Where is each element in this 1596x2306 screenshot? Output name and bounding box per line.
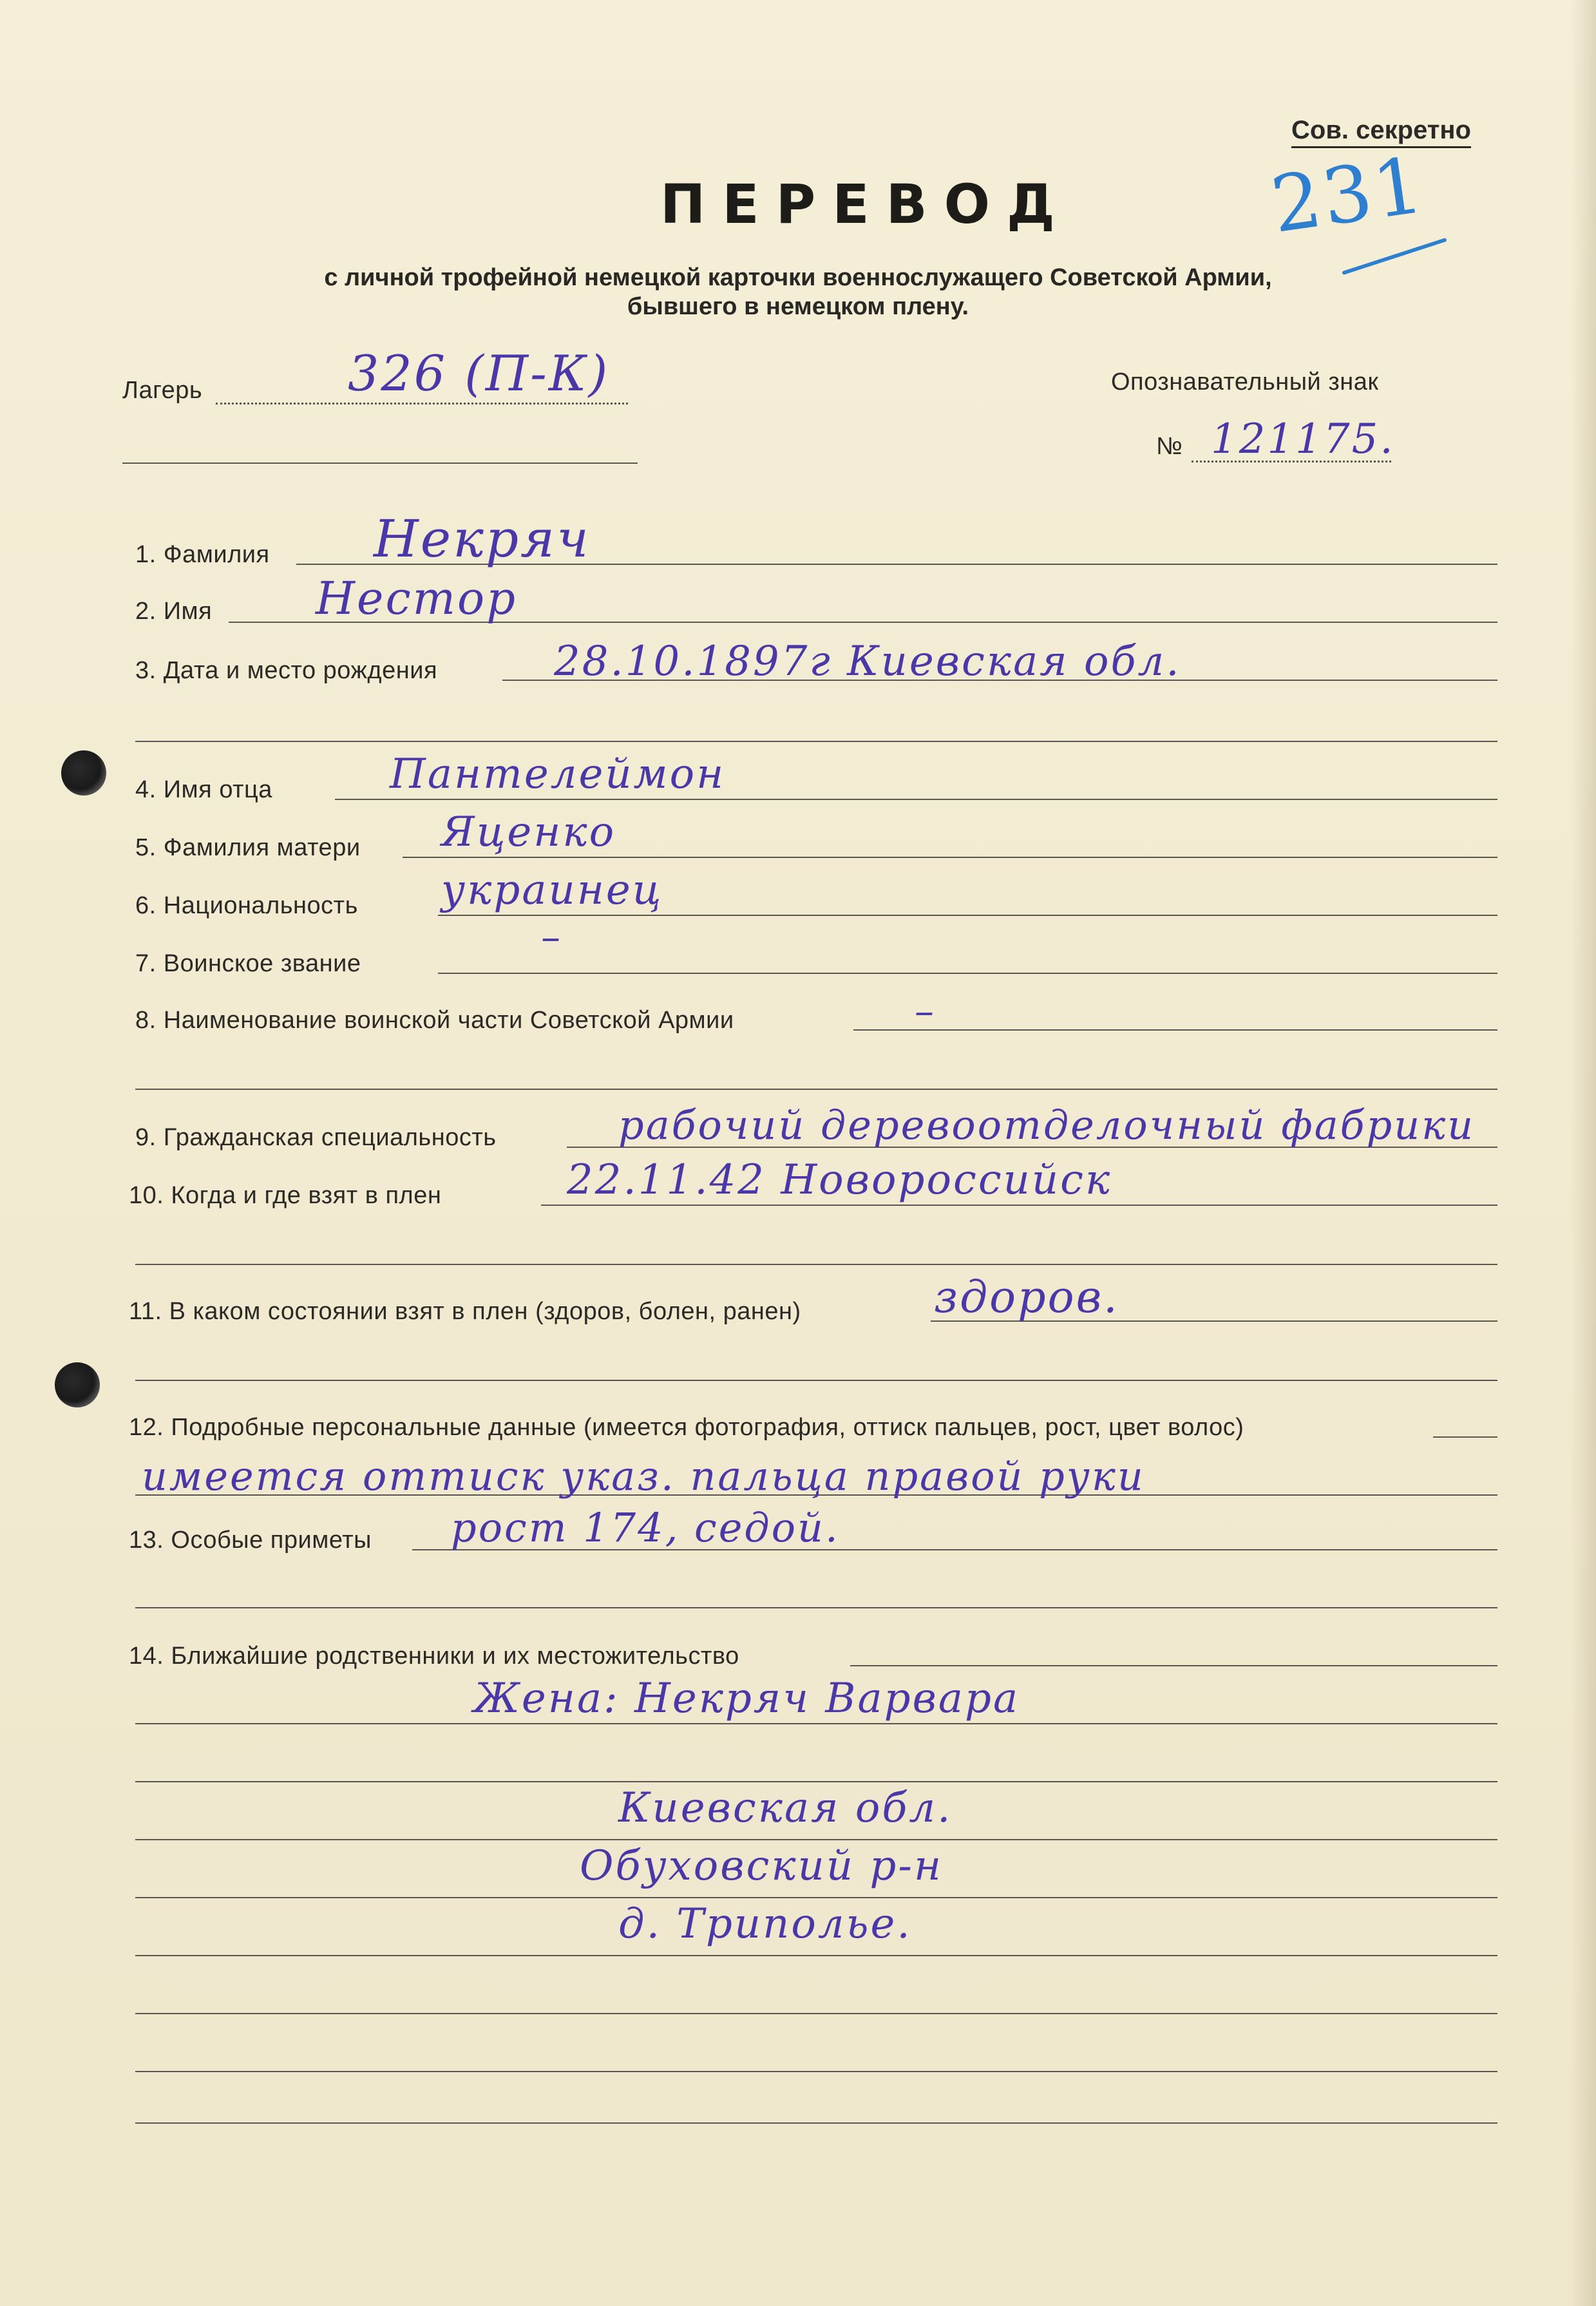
id-mark-label: Опознавательный знак [1111,368,1379,395]
camp-label: Лагерь [122,377,203,404]
document-subtitle-line2: бывшего в немецком плену. [627,293,969,320]
field-5-label: 5. Фамилия матери [135,834,361,861]
field-12-label: 12. Подробные персональные данные (имеется фотография, оттиск пальцев, рост, цвет волос) [129,1414,1244,1441]
field-10-line-2 [135,1264,1497,1265]
field-11-label: 11. В каком состоянии взят в плен (здоров, болен, ранен) [129,1298,801,1325]
document-title: ПЕРЕВОД [660,173,1072,236]
field-6-value: украинец [441,866,663,914]
field-11-line-2 [135,1380,1497,1381]
handwritten-archive-number: 231 [1266,140,1430,251]
field-14-line-9 [135,2122,1497,2124]
field-13-label: 13. Особые приметы [129,1527,372,1554]
id-number-value: 121175. [1211,415,1395,463]
classification-label: Сов. секретно [1291,116,1471,148]
camp-second-line [122,462,638,464]
field-14-relative: Жена: Некряч Варвара [473,1675,1020,1722]
field-3-line-2 [135,741,1497,742]
field-12-line [1433,1436,1497,1438]
field-14-address-village: д. Трипольe. [618,1900,912,1948]
paper-edge-shadow [1570,0,1596,2306]
field-13-line-2 [135,1607,1497,1608]
field-4-value: Пантелеймон [390,750,726,798]
field-4-label: 4. Имя отца [135,776,272,803]
field-3-value: 28.10.1897г Киевская обл. [554,638,1181,685]
field-8-line-2 [135,1089,1497,1090]
field-5-value: Яценко [441,808,616,856]
field-1-value: Некряч [374,509,591,569]
field-11-value: здоров. [934,1272,1119,1323]
document-subtitle-line1: с личной трофейной немецкой карточки военнослужащего Советской Армии, [324,264,1272,291]
field-13-value: рост 174, седой. [451,1504,840,1551]
field-6-line [438,915,1497,916]
field-9-label: 9. Гражданская специальность [135,1124,497,1151]
field-7-line [438,973,1497,974]
field-14-line-2 [135,1723,1497,1724]
id-number-prefix: № [1156,433,1183,460]
field-5-line [403,857,1497,858]
field-1-label: 1. Фамилия [135,541,270,568]
field-14-address-district: Обуховский р-н [580,1842,944,1890]
field-14-line-5 [135,1897,1497,1898]
field-6-dash: – [541,915,562,960]
field-8-line [853,1029,1497,1031]
field-10-line [541,1205,1497,1206]
field-10-label: 10. Когда и где взят в плен [129,1182,442,1209]
field-14-address-region: Киевская обл. [618,1784,953,1832]
punch-hole-top [61,750,106,796]
field-8-value: – [915,989,936,1034]
field-14-line [850,1665,1497,1666]
field-14-line-6 [135,1955,1497,1956]
field-2-label: 2. Имя [135,598,213,625]
punch-hole-bottom [55,1362,100,1407]
field-10-value: 22.11.42 Новороссийск [567,1156,1112,1204]
field-3-label: 3. Дата и место рождения [135,657,438,684]
field-14-line-3 [135,1781,1497,1782]
field-6-label: 6. Национальность [135,892,358,919]
field-12-value: имеется оттиск указ. пальца правой руки [142,1453,1145,1500]
field-14-line-4 [135,1839,1497,1840]
camp-value: 326 (П-К) [348,345,610,402]
camp-dotted-line [216,403,628,405]
field-9-value: рабочий деревоотделочный фабрики [618,1101,1476,1148]
field-14-label: 14. Ближайшие родственники и их местожительство [129,1643,739,1670]
field-4-line [335,799,1497,800]
field-14-line-8 [135,2071,1497,2072]
field-7-label: 7. Воинское звание [135,950,361,977]
field-8-label: 8. Наименование воинской части Советской Армии [135,1007,734,1034]
field-2-value: Нестор [316,572,518,625]
field-14-line-7 [135,2013,1497,2014]
